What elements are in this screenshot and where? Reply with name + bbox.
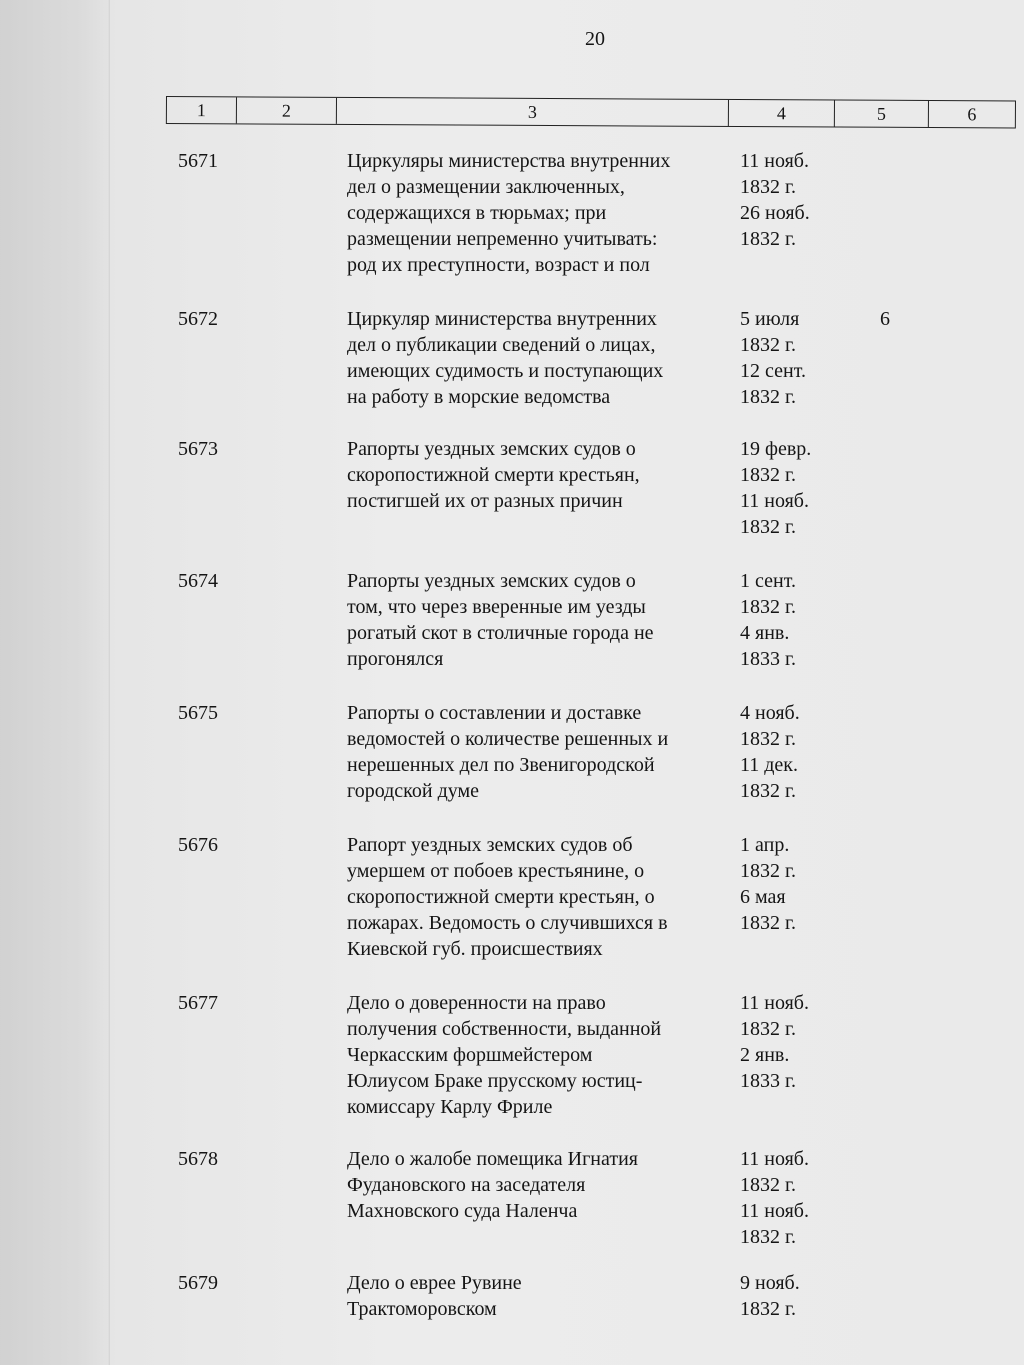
entry-description: Рапорты уездных земских судов о том, что через вверенные им уезды рогатый скот в столичные города не прогонялся	[347, 570, 654, 670]
entry-dates: 4 нояб. 1832 г. 11 дек. 1832 г.	[740, 702, 800, 802]
entry-number: 5677	[178, 992, 218, 1014]
entry-dates: 11 нояб. 1832 г. 26 нояб. 1832 г.	[740, 150, 810, 250]
entry-description: Рапорт уездных земских судов об умершем от побоев крестьянине, о скоропостижной смерти крестьян, о пожарах. Ведомость о случившихся в Киевской губ. происшествиях	[347, 834, 668, 960]
column-header-1: 1	[167, 97, 237, 123]
entry-dates: 19 февр. 1832 г. 11 нояб. 1832 г.	[740, 438, 812, 538]
entry-dates: 1 апр. 1832 г. 6 мая 1832 г.	[740, 834, 796, 934]
entry-number: 5679	[178, 1272, 218, 1294]
entry-description: Дело о доверенности на право получения собственности, выданной Черкасским форшмейстером Юлиусом Браке прусскому юстиц- комиссару Карлу Фриле	[347, 992, 662, 1118]
entry-description: Дело о еврее Рувине Трактоморовском	[347, 1272, 522, 1320]
page-number: 20	[585, 28, 605, 50]
entry-number: 5673	[178, 438, 218, 460]
entry-dates: 9 нояб. 1832 г.	[740, 1272, 800, 1320]
entry-number: 5676	[178, 834, 218, 856]
entry-number: 5674	[178, 570, 218, 592]
entry-number: 5678	[178, 1148, 218, 1170]
entry-number: 5675	[178, 702, 218, 724]
entry-description: Циркуляр министерства внутренних дел о публикации сведений о лицах, имеющих судимость и поступающих на работу в морские ведомства	[347, 308, 664, 408]
entry-column-6: 6	[880, 308, 890, 330]
entry-dates: 11 нояб. 1832 г. 11 нояб. 1832 г.	[740, 1148, 809, 1248]
entry-description: Рапорты уездных земских судов о скоропостижной смерти крестьян, постигшей их от разных причин	[347, 438, 640, 512]
book-spine-shadow	[0, 0, 110, 1365]
entry-description: Циркуляры министерства внутренних дел о размещении заключенных, содержащихся в тюрьмах; при размещении непременно учитывать: род их преступности, возраст и пол	[347, 150, 671, 276]
entry-description: Рапорты о составлении и доставке ведомостей о количестве решенных и нерешенных дел по Звенигородской городской думе	[347, 702, 669, 802]
entry-dates: 11 нояб. 1832 г. 2 янв. 1833 г.	[740, 992, 809, 1092]
column-header-3: 3	[337, 98, 729, 126]
column-header-row	[166, 96, 1016, 128]
entry-description: Дело о жалобе помещика Игнатия Фудановского на заседателя Махновского суда Наленча	[347, 1148, 638, 1222]
column-header-5: 5	[835, 101, 929, 127]
column-header-2: 2	[237, 97, 337, 124]
entry-number: 5672	[178, 308, 218, 330]
entry-dates: 5 июля 1832 г. 12 сент. 1832 г.	[740, 308, 806, 408]
entry-number: 5671	[178, 150, 218, 172]
entry-dates: 1 сент. 1832 г. 4 янв. 1833 г.	[740, 570, 796, 670]
column-header-6: 6	[967, 104, 977, 125]
column-header-4: 4	[729, 100, 835, 127]
